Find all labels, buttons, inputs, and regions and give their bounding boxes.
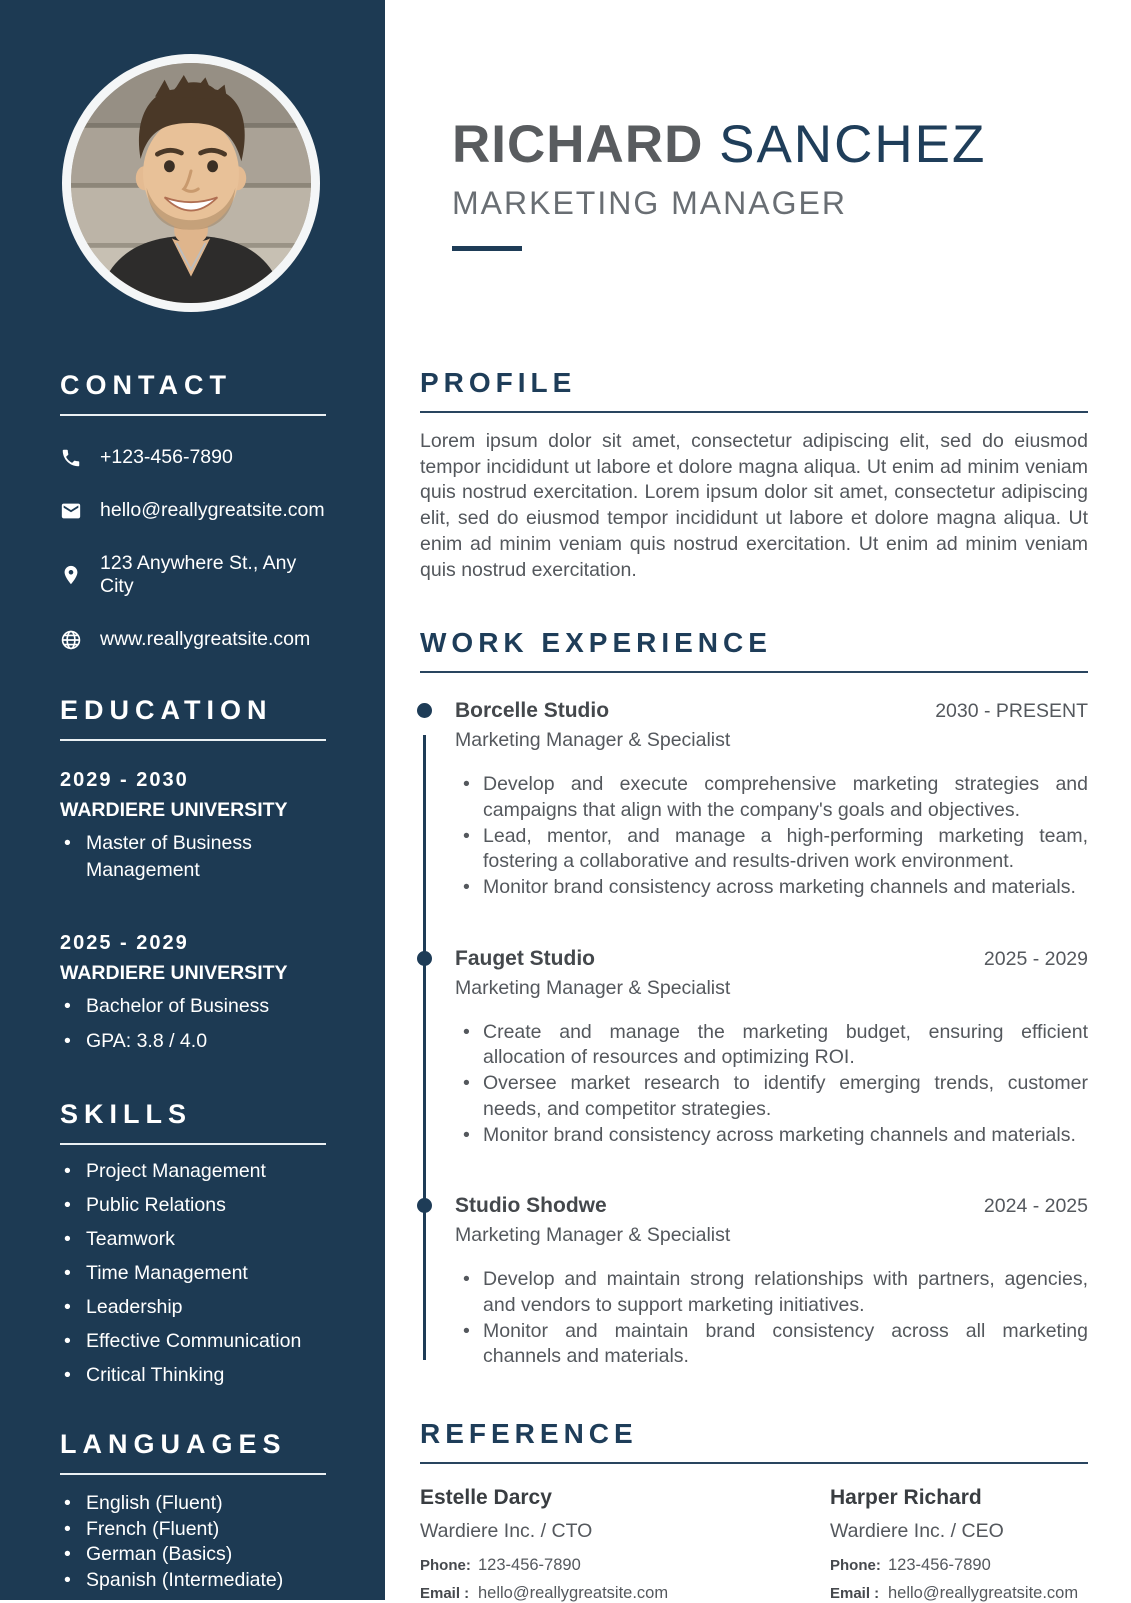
education-entry xyxy=(60,769,326,884)
contact-item-address xyxy=(60,552,326,598)
job-bullets xyxy=(455,1267,1088,1370)
job-bullets xyxy=(455,1020,1088,1149)
contact-item-phone xyxy=(60,446,326,469)
profile-heading: PROFILE xyxy=(420,367,577,398)
timeline-dot xyxy=(417,703,432,718)
skill-item: • Teamwork xyxy=(60,1229,326,1249)
profile-divider xyxy=(420,411,1088,413)
skill-item: • Time Management xyxy=(60,1263,326,1283)
contact-phone-text: +123-456-7890 xyxy=(100,446,233,468)
contact-website-text: www.reallygreatsite.com xyxy=(100,628,311,650)
main-content xyxy=(420,0,1088,1603)
reference-divider xyxy=(420,1462,1088,1464)
reference-card xyxy=(420,1486,830,1603)
location-icon xyxy=(60,564,82,586)
contact-email-text: hello@reallygreatsite.com xyxy=(100,499,325,521)
sidebar xyxy=(0,0,385,1600)
reference-card xyxy=(830,1486,1088,1603)
profile-section xyxy=(420,369,1088,583)
education-bullet: • GPA: 3.8 / 4.0 xyxy=(60,1028,326,1055)
job-period: 2024 - 2025 xyxy=(983,1195,1088,1218)
job-period: 2030 - PRESENT xyxy=(935,700,1088,723)
job-bullet: • Monitor and maintain brand consistency across all marketing channels and materials. xyxy=(455,1319,1088,1370)
email-icon xyxy=(60,500,82,522)
work-experience-heading: WORK EXPERIENCE xyxy=(420,627,772,659)
phone-icon xyxy=(60,447,82,469)
job-bullet: • Monitor brand consistency across marketing channels and materials. xyxy=(455,875,1088,901)
email-label: Email : xyxy=(830,1585,880,1603)
job-header xyxy=(455,947,1088,971)
title-underline xyxy=(452,246,522,251)
work-experience-divider xyxy=(420,671,1088,673)
language-item: • Spanish (Intermediate) xyxy=(60,1568,326,1594)
education-divider xyxy=(60,739,326,741)
contact-divider xyxy=(60,414,326,416)
job-bullet: • Lead, mentor, and manage a high-performing marketing team, fostering a collaborative and results-driven work environment. xyxy=(455,824,1088,875)
phone-label: Phone: xyxy=(830,1557,881,1575)
contact-item-email xyxy=(60,499,326,522)
languages-section xyxy=(60,1431,326,1593)
reference-email: hello@reallygreatsite.com xyxy=(478,1584,669,1603)
language-item: • German (Basics) xyxy=(60,1542,326,1568)
job-title: MARKETING MANAGER xyxy=(452,185,847,221)
skill-item: • Project Management xyxy=(60,1161,326,1181)
phone-label: Phone: xyxy=(420,1557,471,1575)
sidebar-content xyxy=(60,372,326,1593)
reference-section xyxy=(420,1420,1088,1603)
reference-phone-row xyxy=(830,1556,1088,1575)
education-school: WARDIERE UNIVERSITY xyxy=(60,962,288,984)
reference-name: Harper Richard xyxy=(830,1486,982,1510)
education-period: 2025 - 2029 xyxy=(60,932,189,954)
reference-phone: 123-456-7890 xyxy=(478,1556,581,1575)
job-header xyxy=(455,699,1088,723)
contact-address-text: 123 Anywhere St., Any City xyxy=(100,552,297,597)
language-item: • French (Fluent) xyxy=(60,1517,326,1543)
job-company: Fauget Studio xyxy=(455,946,595,970)
contact-item-website xyxy=(60,628,326,651)
language-item: • English (Fluent) xyxy=(60,1491,326,1517)
job-bullet: • Create and manage the marketing budget, ensuring efficient allocation of resources and optimizing ROI. xyxy=(455,1020,1088,1071)
job-bullets xyxy=(455,772,1088,901)
job-bullet: • Develop and execute comprehensive marketing strategies and campaigns that align with the company's goals and objectives. xyxy=(455,772,1088,823)
skill-item: • Effective Communication xyxy=(60,1331,326,1351)
reference-name: Estelle Darcy xyxy=(420,1486,552,1510)
languages-divider xyxy=(60,1473,326,1475)
email-label: Email : xyxy=(420,1585,470,1603)
page-title xyxy=(452,115,1088,174)
reference-heading: REFERENCE xyxy=(420,1418,638,1450)
job-company: Studio Shodwe xyxy=(455,1194,607,1218)
job-bullet: • Oversee market research to identify emerging trends, customer needs, and competitor strategies. xyxy=(455,1071,1088,1122)
reference-phone-row xyxy=(420,1556,830,1575)
first-name: RICHARD xyxy=(452,115,704,174)
reference-phone: 123-456-7890 xyxy=(888,1556,991,1575)
job-role: Marketing Manager & Specialist xyxy=(455,729,731,752)
profile-photo-illustration xyxy=(71,63,311,303)
job-role: Marketing Manager & Specialist xyxy=(455,976,731,999)
jobs-timeline xyxy=(420,699,1088,1370)
skills-heading: SKILLS xyxy=(60,1099,193,1129)
job-company: Borcelle Studio xyxy=(455,699,610,723)
education-bullet: • Bachelor of Business xyxy=(60,993,326,1020)
reference-company: Wardiere Inc. / CEO xyxy=(830,1520,1004,1543)
work-experience-section xyxy=(420,629,1088,1370)
reference-email-row xyxy=(830,1584,1088,1603)
skills-divider xyxy=(60,1143,326,1145)
skill-item: • Public Relations xyxy=(60,1195,326,1215)
languages-heading: LANGUAGES xyxy=(60,1429,287,1459)
reference-grid xyxy=(420,1486,1088,1603)
job-period: 2025 - 2029 xyxy=(983,947,1088,970)
job-entry xyxy=(420,699,1088,901)
header xyxy=(452,115,1088,251)
education-school: WARDIERE UNIVERSITY xyxy=(60,799,288,821)
reference-email: hello@reallygreatsite.com xyxy=(888,1584,1079,1603)
skill-item: • Critical Thinking xyxy=(60,1365,326,1385)
profile-text: Lorem ipsum dolor sit amet, consectetur adipiscing elit, sed do eiusmod tempor incididunt ut labore et dolore magna aliqua. Ut enim ad minim veniam quis nostrud exercitation. Lorem ipsum dolor sit amet, consectetur adipiscing elit, sed do eiusmod tempor incididunt ut labore et dolore magna aliqua. Ut enim ad minim veniam quis nostrud exercitation. Ut enim ad minim veniam quis nostrud exercitation. xyxy=(420,430,1088,581)
profile-photo xyxy=(62,54,320,312)
job-bullet: • Monitor brand consistency across marketing channels and materials. xyxy=(455,1123,1088,1149)
languages-list xyxy=(60,1491,326,1593)
reference-company: Wardiere Inc. / CTO xyxy=(420,1520,593,1543)
job-bullet: • Develop and maintain strong relationships with partners, agencies, and vendors to support marketing initiatives. xyxy=(455,1267,1088,1318)
education-bullet: • Master of Business Management xyxy=(60,830,326,884)
skill-item: • Leadership xyxy=(60,1297,326,1317)
reference-email-row xyxy=(420,1584,830,1603)
skills-list xyxy=(60,1161,326,1385)
education-heading: EDUCATION xyxy=(60,695,273,725)
contact-heading: CONTACT xyxy=(60,370,232,400)
education-entry xyxy=(60,932,326,1055)
education-period: 2029 - 2030 xyxy=(60,769,189,791)
last-name: SANCHEZ xyxy=(719,115,987,174)
job-entry xyxy=(420,1194,1088,1370)
website-icon xyxy=(60,629,82,651)
skills-section xyxy=(60,1101,326,1385)
job-entry xyxy=(420,947,1088,1149)
contact-section xyxy=(60,372,326,651)
job-role: Marketing Manager & Specialist xyxy=(455,1224,731,1247)
education-section xyxy=(60,697,326,1055)
timeline-dot xyxy=(417,951,432,966)
job-header xyxy=(455,1194,1088,1218)
timeline-dot xyxy=(417,1198,432,1213)
